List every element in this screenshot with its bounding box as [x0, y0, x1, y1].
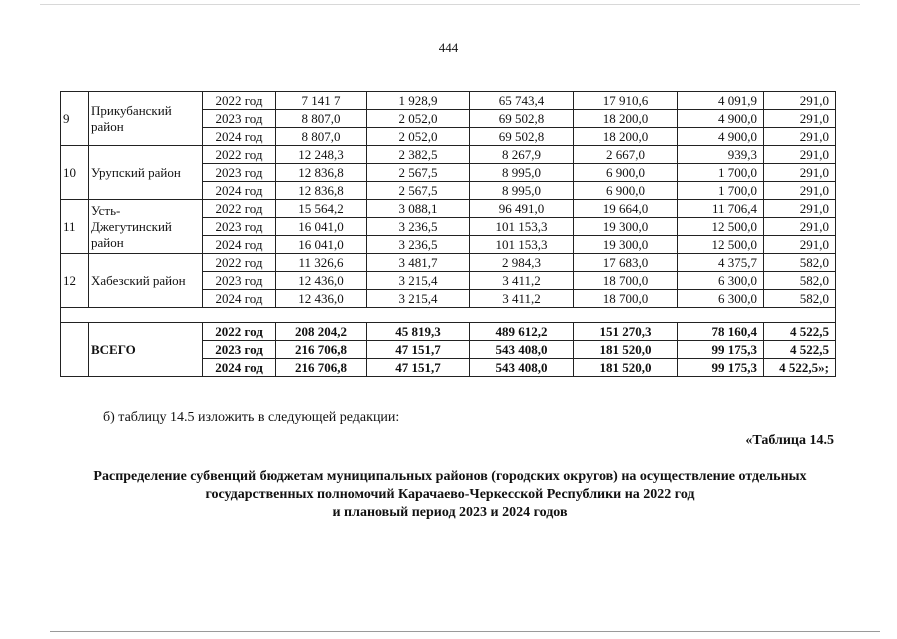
- total-number-cell: [61, 323, 89, 377]
- value-cell: 582,0: [764, 254, 836, 272]
- value-cell: 291,0: [764, 218, 836, 236]
- value-cell: 3 088,1: [367, 200, 470, 218]
- district-name-line: Урупский район: [91, 164, 181, 180]
- total-value-cell: 489 612,2: [470, 323, 574, 341]
- value-cell: 3 481,7: [367, 254, 470, 272]
- district-number: 9: [61, 92, 89, 146]
- value-cell: 4 375,7: [678, 254, 764, 272]
- value-cell: 1 700,0: [678, 182, 764, 200]
- total-value-cell: 4 522,5»;: [764, 359, 836, 377]
- total-value-cell: 181 520,0: [574, 359, 678, 377]
- heading-line: Распределение субвенций бюджетам муниципальных районов (городских округов) на осуществление отдельных: [93, 469, 807, 484]
- value-cell: 2 052,0: [367, 110, 470, 128]
- total-value-cell: 543 408,0: [470, 359, 574, 377]
- district-name-line: Хабезский район: [91, 272, 186, 288]
- total-value-cell: 4 522,5: [764, 323, 836, 341]
- value-cell: 2 567,5: [367, 164, 470, 182]
- value-cell: 96 491,0: [470, 200, 574, 218]
- value-cell: 8 267,9: [470, 146, 574, 164]
- table-row: [61, 146, 836, 164]
- district-name-line: Усть-: [91, 202, 121, 218]
- value-cell: 291,0: [764, 92, 836, 110]
- bottom-rule: [50, 631, 880, 632]
- value-cell: 17 683,0: [574, 254, 678, 272]
- value-cell: 582,0: [764, 290, 836, 308]
- district-name: [89, 254, 203, 308]
- value-cell: 2 052,0: [367, 128, 470, 146]
- value-cell: 18 700,0: [574, 272, 678, 290]
- year-cell: 2024 год: [203, 359, 276, 377]
- year-cell: 2023 год: [203, 110, 276, 128]
- value-cell: 69 502,8: [470, 128, 574, 146]
- value-cell: 12 836,8: [276, 164, 367, 182]
- value-cell: 16 041,0: [276, 236, 367, 254]
- value-cell: 291,0: [764, 146, 836, 164]
- value-cell: 6 300,0: [678, 290, 764, 308]
- value-cell: 291,0: [764, 164, 836, 182]
- total-value-cell: 99 175,3: [678, 341, 764, 359]
- year-cell: 2022 год: [203, 92, 276, 110]
- value-cell: 12 500,0: [678, 236, 764, 254]
- total-row: [61, 323, 836, 341]
- value-cell: 4 900,0: [678, 110, 764, 128]
- value-cell: 291,0: [764, 236, 836, 254]
- value-cell: 18 200,0: [574, 128, 678, 146]
- value-cell: 69 502,8: [470, 110, 574, 128]
- total-value-cell: 4 522,5: [764, 341, 836, 359]
- value-cell: 582,0: [764, 272, 836, 290]
- year-cell: 2024 год: [203, 182, 276, 200]
- year-cell: 2023 год: [203, 272, 276, 290]
- total-value-cell: 216 706,8: [276, 359, 367, 377]
- total-value-cell: 47 151,7: [367, 359, 470, 377]
- total-value-cell: 99 175,3: [678, 359, 764, 377]
- value-cell: 3 411,2: [470, 272, 574, 290]
- value-cell: 8 807,0: [276, 110, 367, 128]
- value-cell: 12 500,0: [678, 218, 764, 236]
- district-number: 12: [61, 254, 89, 308]
- district-name: [89, 200, 203, 254]
- value-cell: 11 706,4: [678, 200, 764, 218]
- blank-row: [61, 308, 836, 323]
- heading-line: и плановый период 2023 и 2024 годов: [332, 505, 568, 520]
- table-label: «Таблица 14.5: [745, 433, 834, 448]
- value-cell: 65 743,4: [470, 92, 574, 110]
- table-body: [61, 92, 836, 377]
- value-cell: 16 041,0: [276, 218, 367, 236]
- year-cell: 2024 год: [203, 128, 276, 146]
- value-cell: 1 928,9: [367, 92, 470, 110]
- value-cell: 4 091,9: [678, 92, 764, 110]
- district-name: [89, 92, 203, 146]
- value-cell: 19 300,0: [574, 218, 678, 236]
- value-cell: 3 215,4: [367, 290, 470, 308]
- table-row: [61, 92, 836, 110]
- table-row: [61, 254, 836, 272]
- value-cell: 12 436,0: [276, 290, 367, 308]
- value-cell: 18 700,0: [574, 290, 678, 308]
- district-name-line: Джегутинский: [91, 218, 172, 234]
- value-cell: 291,0: [764, 128, 836, 146]
- district-name-line: район: [91, 234, 124, 250]
- value-cell: 7 141 7: [276, 92, 367, 110]
- amendment-note: б) таблицу 14.5 изложить в следующей редакции:: [103, 410, 400, 425]
- value-cell: 19 300,0: [574, 236, 678, 254]
- year-cell: 2022 год: [203, 146, 276, 164]
- page-number: 444: [438, 40, 459, 55]
- year-cell: 2023 год: [203, 164, 276, 182]
- total-value-cell: 216 706,8: [276, 341, 367, 359]
- value-cell: 12 836,8: [276, 182, 367, 200]
- value-cell: 18 200,0: [574, 110, 678, 128]
- top-rule: [40, 4, 860, 5]
- district-number: 10: [61, 146, 89, 200]
- year-cell: 2024 год: [203, 236, 276, 254]
- blank-cell: [61, 308, 836, 323]
- total-value-cell: 151 270,3: [574, 323, 678, 341]
- value-cell: 2 667,0: [574, 146, 678, 164]
- value-cell: 291,0: [764, 182, 836, 200]
- value-cell: 12 436,0: [276, 272, 367, 290]
- year-cell: 2023 год: [203, 218, 276, 236]
- value-cell: 6 900,0: [574, 164, 678, 182]
- value-cell: 8 995,0: [470, 182, 574, 200]
- heading-line: государственных полномочий Карачаево-Черкесской Республики на 2022 год: [205, 487, 695, 502]
- value-cell: 1 700,0: [678, 164, 764, 182]
- value-cell: 19 664,0: [574, 200, 678, 218]
- value-cell: 17 910,6: [574, 92, 678, 110]
- total-value-cell: 181 520,0: [574, 341, 678, 359]
- district-name-line: Прикубанский: [91, 102, 172, 118]
- value-cell: 101 153,3: [470, 236, 574, 254]
- total-value-cell: 208 204,2: [276, 323, 367, 341]
- total-value-cell: 543 408,0: [470, 341, 574, 359]
- total-value-cell: 78 160,4: [678, 323, 764, 341]
- value-cell: 3 236,5: [367, 236, 470, 254]
- subvention-table: [60, 91, 836, 377]
- value-cell: 101 153,3: [470, 218, 574, 236]
- value-cell: 11 326,6: [276, 254, 367, 272]
- year-cell: 2022 год: [203, 200, 276, 218]
- value-cell: 4 900,0: [678, 128, 764, 146]
- total-label: ВСЕГО: [89, 323, 203, 377]
- value-cell: 3 236,5: [367, 218, 470, 236]
- district-number: 11: [61, 200, 89, 254]
- value-cell: 15 564,2: [276, 200, 367, 218]
- table-heading: [40, 468, 860, 522]
- value-cell: 8 995,0: [470, 164, 574, 182]
- value-cell: 3 215,4: [367, 272, 470, 290]
- value-cell: 2 382,5: [367, 146, 470, 164]
- district-name-line: район: [91, 118, 124, 134]
- value-cell: 6 300,0: [678, 272, 764, 290]
- value-cell: 291,0: [764, 110, 836, 128]
- value-cell: 291,0: [764, 200, 836, 218]
- district-name: [89, 146, 203, 200]
- year-cell: 2024 год: [203, 290, 276, 308]
- total-value-cell: 45 819,3: [367, 323, 470, 341]
- value-cell: 2 984,3: [470, 254, 574, 272]
- value-cell: 12 248,3: [276, 146, 367, 164]
- value-cell: 8 807,0: [276, 128, 367, 146]
- value-cell: 2 567,5: [367, 182, 470, 200]
- year-cell: 2022 год: [203, 254, 276, 272]
- year-cell: 2023 год: [203, 341, 276, 359]
- table-row: [61, 200, 836, 218]
- value-cell: 3 411,2: [470, 290, 574, 308]
- value-cell: 6 900,0: [574, 182, 678, 200]
- value-cell: 939,3: [678, 146, 764, 164]
- total-value-cell: 47 151,7: [367, 341, 470, 359]
- year-cell: 2022 год: [203, 323, 276, 341]
